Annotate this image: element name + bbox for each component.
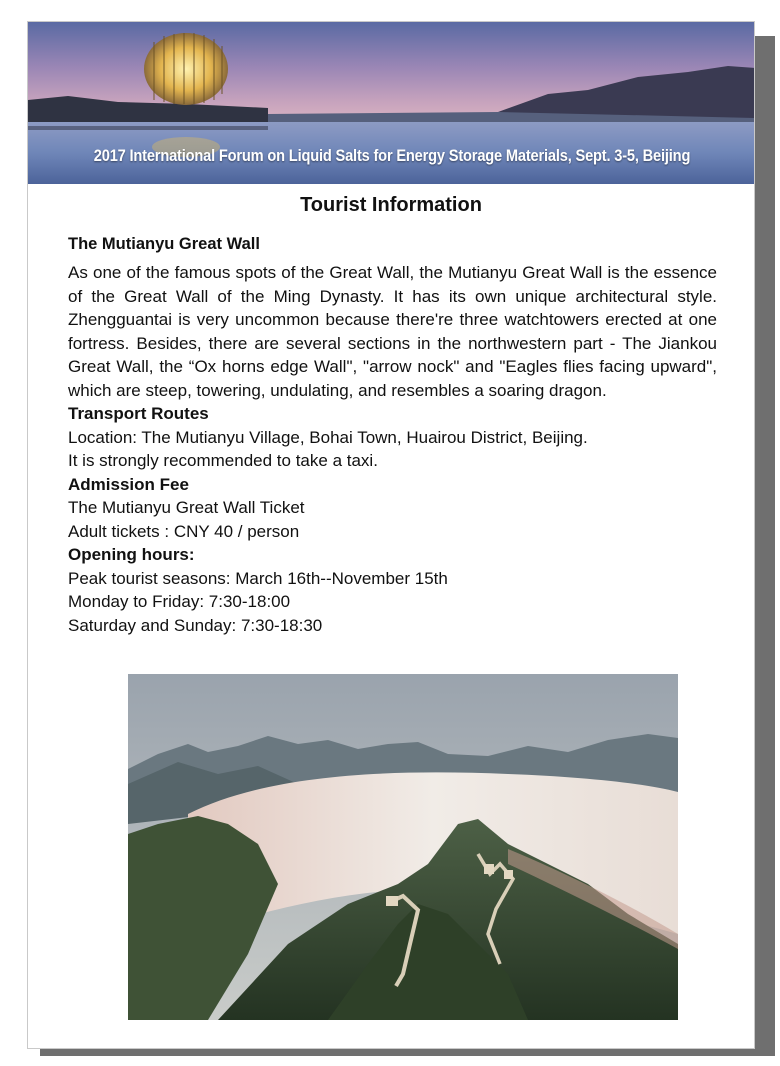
transport-heading: Transport Routes (68, 404, 209, 423)
attraction-description: As one of the famous spots of the Great Wall, the Mutianyu Great Wall is the essence of the Great Wall of the Ming Dynasty. It has its own unique architectural style. Zhengguantai is very uncommon because there're three watchtowers erected at one fortress. Besides, there are several sections in the northwestern part - The Jiankou Great Wall, the “Ox horns edge Wall", "arrow nock" and "Eagles flies facing upward", which are steep, towering, undulating, and resembles a soaring dragon. (68, 263, 717, 400)
attraction-name: The Mutianyu Great Wall (68, 235, 260, 253)
document-page (27, 21, 755, 1049)
banner-title: 2017 International Forum on Liquid Salts for Energy Storage Materials, Sept. 3-5, Beijing (93, 146, 691, 165)
header-banner (28, 22, 755, 184)
hours-line: Monday to Friday: 7:30-18:00 (68, 592, 291, 611)
great-wall-landscape-image (128, 674, 678, 1020)
content-body (68, 233, 717, 637)
admission-heading: Admission Fee (68, 474, 189, 494)
hours-heading: Opening hours: (68, 545, 195, 564)
transport-line: It is strongly recommended to take a taxi. (68, 451, 378, 470)
hours-line: Peak tourist seasons: March 16th--November 15th (68, 568, 448, 588)
admission-line: The Mutianyu Great Wall Ticket (68, 498, 305, 517)
hours-line: Saturday and Sunday: 7:30-18:30 (68, 615, 323, 635)
admission-line: Adult tickets : CNY 40 / person (68, 521, 300, 541)
page-title: Tourist Information (300, 194, 482, 216)
great-wall-photo (128, 674, 678, 1020)
transport-line: Location: The Mutianyu Village, Bohai Town, Huairou District, Beijing. (68, 427, 588, 447)
